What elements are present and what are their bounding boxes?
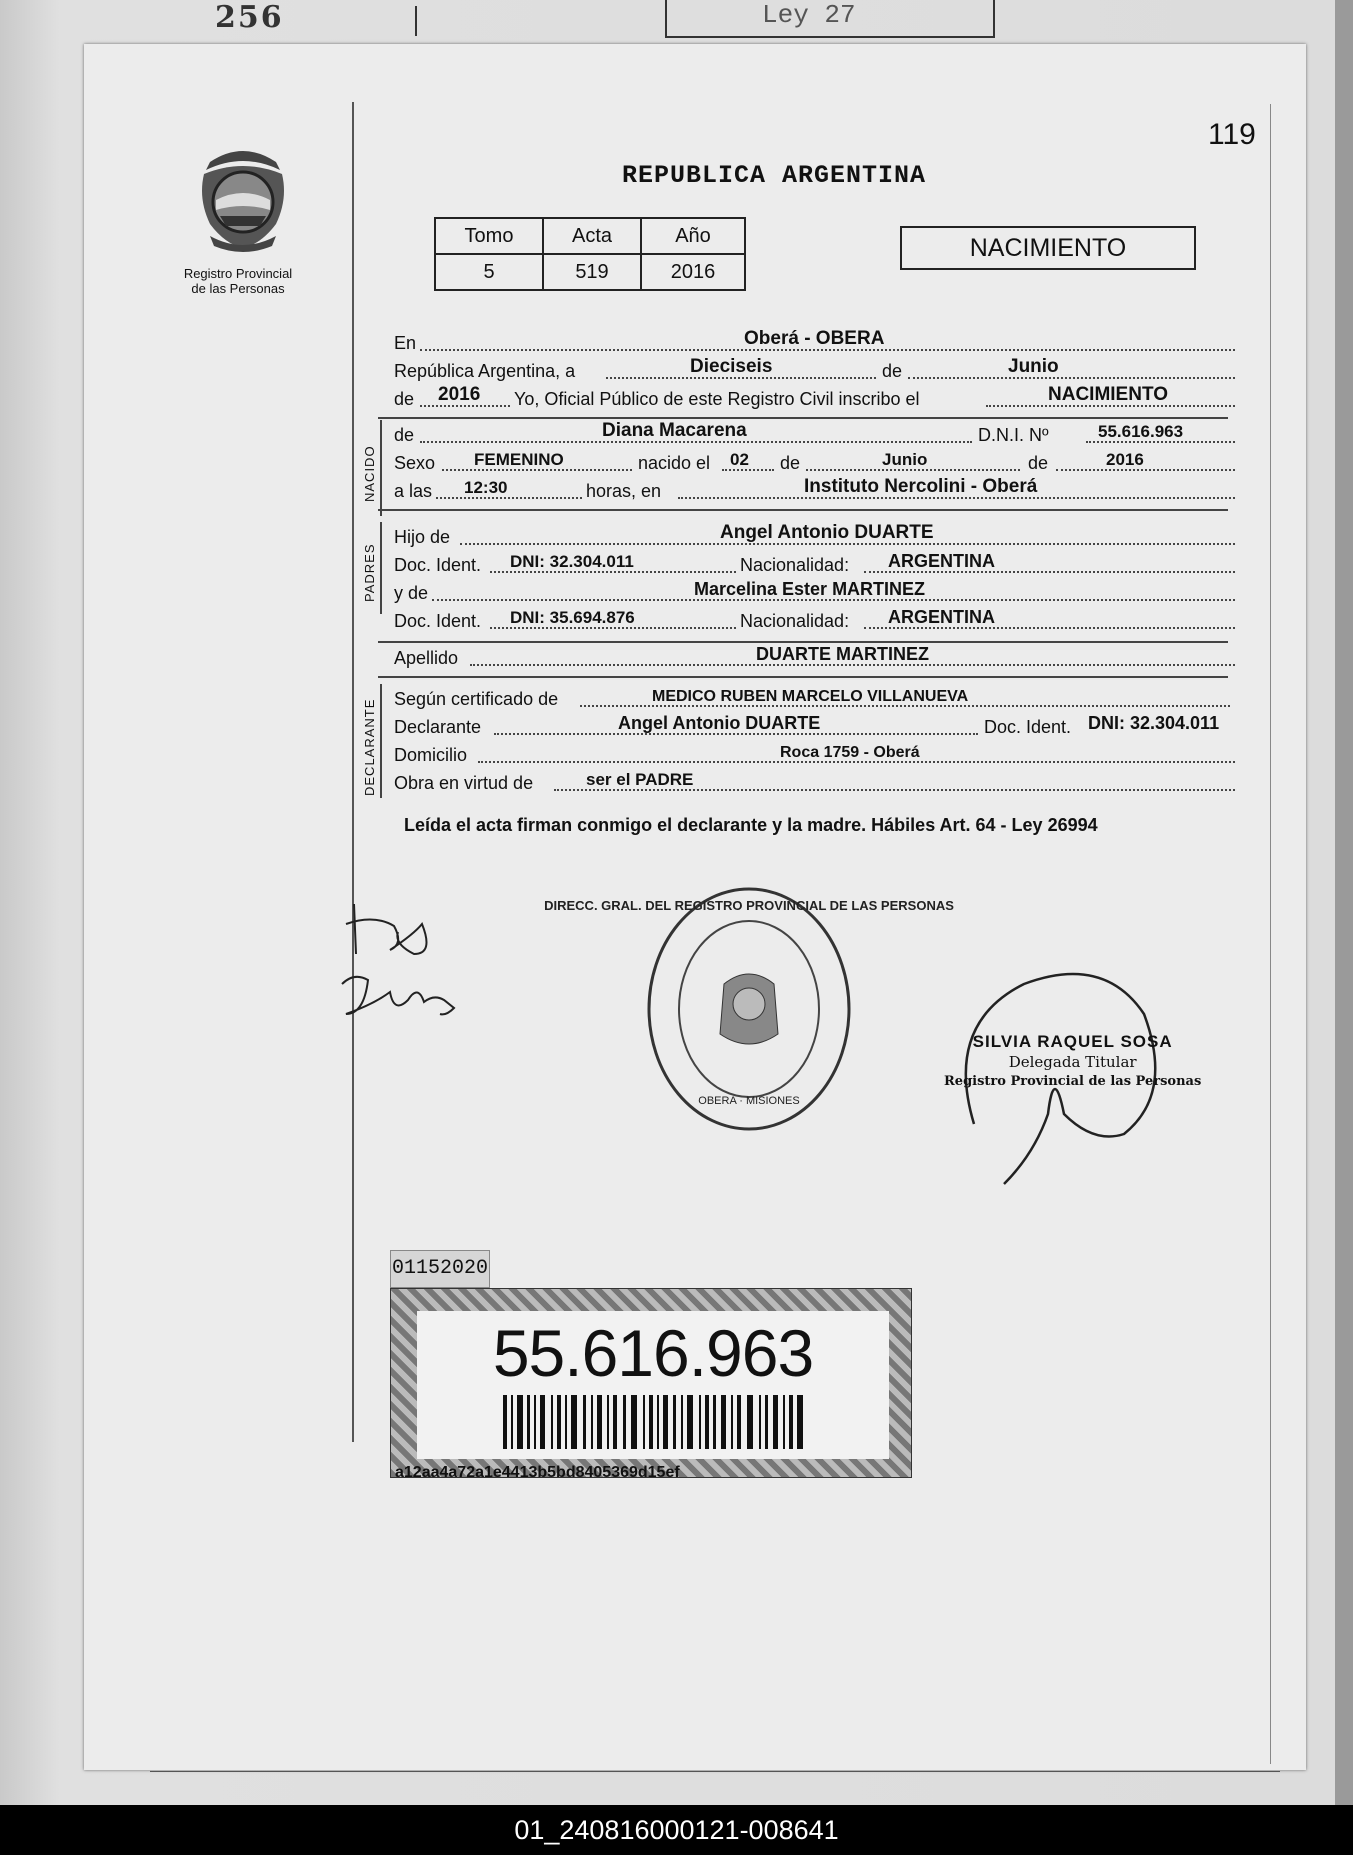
registry-stamp bbox=[544, 884, 954, 1134]
father-value: Angel Antonio DUARTE bbox=[720, 522, 934, 543]
horas-label: horas, en bbox=[586, 481, 662, 501]
place-value: Instituto Nercolini - Oberá bbox=[804, 476, 1038, 497]
father-doc-label: Doc. Ident. bbox=[394, 555, 482, 575]
father-doc-value: DNI: 32.304.011 bbox=[510, 552, 634, 571]
cert-value: MEDICO RUBEN MARCELO VILLANUEVA bbox=[652, 688, 969, 705]
decl-label: Declarante bbox=[394, 717, 482, 737]
name-value: Diana Macarena bbox=[602, 420, 747, 441]
dom-value: Roca 1759 - Oberá bbox=[780, 744, 920, 761]
day-value: Dieciseis bbox=[690, 356, 773, 377]
scan-footer-id: 01_240816000121-008641 bbox=[0, 1805, 1353, 1855]
page-number: 119 bbox=[1208, 118, 1256, 151]
month-value: Junio bbox=[1008, 356, 1059, 377]
row-sexo bbox=[394, 450, 1237, 476]
row-padre bbox=[394, 524, 1237, 550]
obra-value: ser el PADRE bbox=[586, 770, 694, 789]
province-seal-icon bbox=[190, 144, 296, 254]
closing-text: Leída el acta firman conmigo el declarante y la madre. Hábiles Art. 64 - Ley 26994 bbox=[404, 815, 1098, 835]
declarant-signature bbox=[334, 884, 534, 1084]
sexo-value: FEMENINO bbox=[474, 450, 564, 469]
decl-doc-value: DNI: 32.304.011 bbox=[1088, 713, 1220, 733]
birth-year-value: 2016 bbox=[1106, 450, 1144, 469]
row-en bbox=[394, 330, 1237, 356]
apellido-value: DUARTE MARTINEZ bbox=[756, 644, 929, 664]
mother-nat-value: ARGENTINA bbox=[888, 607, 995, 627]
registry-label bbox=[168, 266, 308, 296]
act-value: NACIMIENTO bbox=[1048, 384, 1168, 405]
tomo-value: 5 bbox=[435, 254, 543, 290]
registry-label-line2: de las Personas bbox=[191, 281, 285, 296]
row-declarante bbox=[394, 714, 1237, 740]
document-hash: a12aa4a72a1e4413b5bd8405369d15ef bbox=[395, 1464, 680, 1481]
act-type-box: NACIMIENTO bbox=[900, 226, 1196, 270]
anio-header: Año bbox=[641, 218, 745, 254]
oficial-text: Yo, Oficial Público de este Registro Civil inscribo el bbox=[514, 389, 920, 409]
obra-label: Obra en virtud de bbox=[394, 773, 534, 793]
apellido-label: Apellido bbox=[394, 648, 459, 668]
time-value: 12:30 bbox=[464, 478, 508, 497]
anio-value: 2016 bbox=[641, 254, 745, 290]
row-padre-doc bbox=[394, 552, 1237, 578]
background-page-number: 256 bbox=[215, 0, 284, 35]
acta-header: Acta bbox=[543, 218, 641, 254]
nacido-el-label: nacido el bbox=[638, 453, 711, 473]
cert-label: Según certificado de bbox=[394, 689, 559, 709]
registry-label-line1: Registro Provincial bbox=[183, 266, 293, 281]
declarante-bracket bbox=[380, 684, 382, 798]
en-value: Oberá - OBERA bbox=[744, 328, 885, 349]
dom-label: Domicilio bbox=[394, 745, 468, 765]
birth-day-value: 02 bbox=[730, 450, 749, 469]
acta-value: 519 bbox=[543, 254, 641, 290]
row-fecha bbox=[394, 358, 1237, 384]
nacido-section-label: NACIDO bbox=[362, 445, 377, 502]
barcode bbox=[503, 1395, 803, 1449]
birth-de-label: de bbox=[780, 453, 801, 473]
en-label: En bbox=[394, 333, 417, 353]
dni-value: 55.616.963 bbox=[1098, 422, 1184, 441]
birth-de2-label: de bbox=[1028, 453, 1049, 473]
stamp-city: OBERA · MISIONES bbox=[698, 1095, 800, 1107]
year-value: 2016 bbox=[438, 384, 481, 405]
identity-sticker bbox=[390, 1288, 912, 1478]
yde-label: y de bbox=[394, 583, 429, 603]
padres-bracket bbox=[380, 522, 382, 614]
year-de-label: de bbox=[394, 389, 415, 409]
decl-doc-label: Doc. Ident. bbox=[984, 717, 1072, 737]
birth-certificate bbox=[84, 44, 1306, 1770]
delegate-role: Delegada Titular bbox=[1008, 1053, 1137, 1071]
serial-number: 01152020 bbox=[390, 1250, 490, 1288]
row-obra bbox=[394, 770, 1237, 796]
row-domicilio bbox=[394, 742, 1237, 768]
sexo-label: Sexo bbox=[394, 453, 436, 473]
right-margin-line bbox=[1270, 104, 1271, 1764]
delegate-block bbox=[944, 1032, 1201, 1092]
document-title: REPUBLICA ARGENTINA bbox=[622, 161, 927, 190]
row-inscripcion bbox=[394, 386, 1237, 412]
tomo-acta-table bbox=[434, 217, 746, 291]
dni-label: D.N.I. Nº bbox=[978, 425, 1049, 445]
row-certificado bbox=[394, 686, 1237, 712]
father-nat-label: Nacionalidad: bbox=[740, 555, 850, 575]
mother-value: Marcelina Ester MARTINEZ bbox=[694, 579, 926, 599]
hijo-de-label: Hijo de bbox=[394, 527, 451, 547]
birth-month-value: Junio bbox=[882, 450, 928, 469]
row-madre bbox=[394, 580, 1237, 606]
row-madre-doc bbox=[394, 608, 1237, 634]
stamp-text: DIRECC. GRAL. DEL REGISTRO PROVINCIAL DE LAS PERSONAS bbox=[544, 898, 954, 913]
background-mark bbox=[415, 6, 447, 36]
row-hora bbox=[394, 478, 1237, 504]
delegate-name: SILVIA RAQUEL SOSA bbox=[972, 1032, 1173, 1051]
padres-section-label: PADRES bbox=[362, 543, 377, 602]
row-apellido bbox=[394, 645, 1237, 671]
republica-label: República Argentina, a bbox=[394, 361, 576, 381]
nacido-bracket bbox=[380, 420, 382, 516]
decl-value: Angel Antonio DUARTE bbox=[618, 713, 821, 733]
declarante-section-label: DECLARANTE bbox=[362, 698, 377, 796]
mother-nat-label: Nacionalidad: bbox=[740, 611, 850, 631]
mother-doc-value: DNI: 35.694.876 bbox=[510, 608, 635, 627]
mother-doc-label: Doc. Ident. bbox=[394, 611, 482, 631]
name-de-label: de bbox=[394, 425, 415, 445]
day-de-label: de bbox=[882, 361, 903, 381]
margin-line bbox=[352, 102, 354, 1442]
identity-number: 55.616.963 bbox=[492, 1316, 814, 1390]
row-name bbox=[394, 422, 1237, 448]
father-nat-value: ARGENTINA bbox=[888, 551, 995, 571]
delegate-office: Registro Provincial de las Personas bbox=[944, 1074, 1202, 1089]
tomo-header: Tomo bbox=[435, 218, 543, 254]
alas-label: a las bbox=[394, 481, 433, 501]
background-law-label: Ley 27 bbox=[665, 0, 995, 38]
